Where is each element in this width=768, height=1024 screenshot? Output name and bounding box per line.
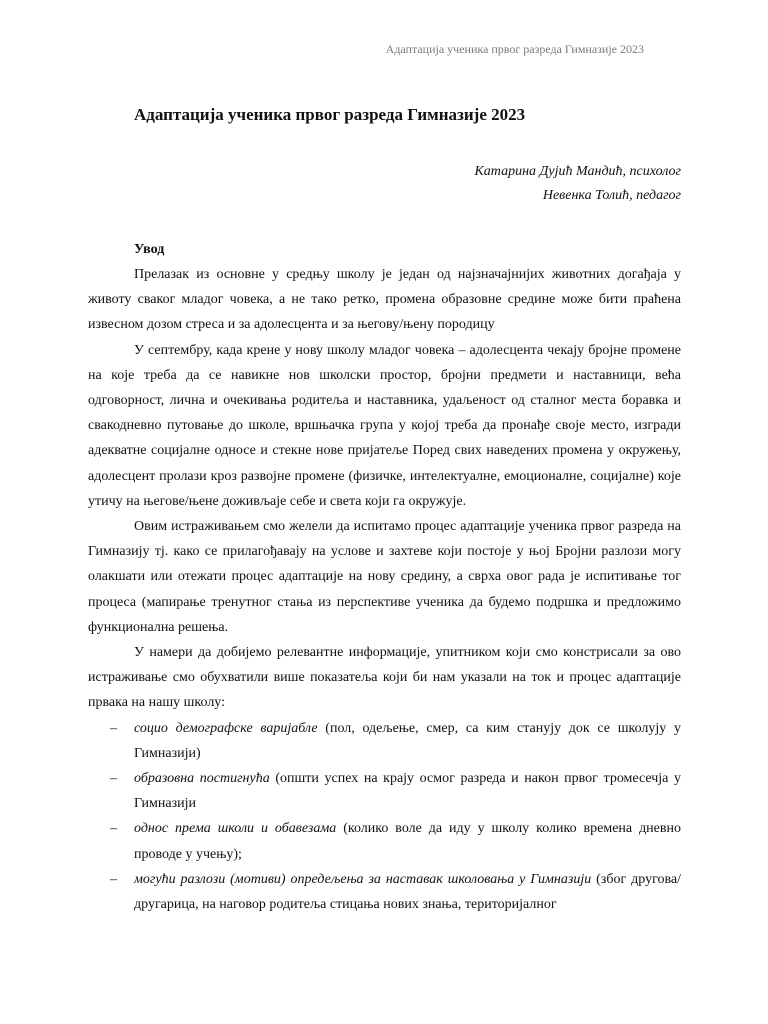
page-content xyxy=(88,104,681,917)
variable-description: (пол, одељење, смер, са ким станују док се школују у Гимназији) xyxy=(134,720,681,761)
variable-term: социо демографске варијабле xyxy=(134,720,318,736)
variable-description: (општи успех на крају осмог разреда и након првог тромесечја у Гимназији xyxy=(134,771,681,812)
running-header: Адаптација ученика првог разреда Гимназије 2023 xyxy=(385,42,644,56)
paragraph-1: Прелазак из основне у средњу школу је један од најзначајнијих животних догађаја у животу сваког младог човека, а не тако ретко, промена образовне средине може бити праћена извесном дозом стреса и за адолесцента и за његову/њену породицу xyxy=(88,267,681,333)
authors-block xyxy=(88,160,681,208)
variable-description: (колико воле да иду у школу колико времена дневно проводе у учењу); xyxy=(134,821,681,862)
document-title: Адаптација ученика првог разреда Гимназије 2023 xyxy=(134,105,526,124)
list-item xyxy=(88,766,681,816)
list-item xyxy=(88,816,681,866)
variable-term: могући разлози (мотиви) опредељења за наставак школовања у Гимназији xyxy=(134,871,592,887)
list-item xyxy=(88,716,681,766)
paragraph-2: У септембру, када крене у нову школу младог човека – адолесцента чекају бројне промене на које треба да се навикне нов школски простор, бројни предмети и наставници, већа одговорност, лична и очекивања родитеља и наставника, удаљеност од сталног места боравка и свакодневно путовање до школе, вршњачка група у којој треба да пронађе своје место, изгради адекватне социјалне односе и стекне нове пријатеље Поред свих наведених промена у окружењу, адолесцент пролази кроз развојне промене (физичке, интелектуалне, емоционалне, социјалне) које утичу на његове/њене доживљаје себе и света који га окружује. xyxy=(88,342,681,509)
variable-term: однос према школи и обавезама xyxy=(134,821,337,837)
variable-description: (због другова/другарица, на наговор родитеља стицања нових знања, територијалног xyxy=(134,871,681,913)
list-dash: – xyxy=(110,871,117,887)
list-dash: – xyxy=(110,720,117,736)
paragraph-4: У намери да добијемо релевантне информације, упитником који смо констрисали за ово истраживање смо обухватили више показатеља који би нам указали на ток и процес адаптације првака на нашу школу: xyxy=(88,645,681,711)
list-dash: – xyxy=(110,771,117,787)
section-heading-intro: Увод xyxy=(134,242,165,257)
variable-term: образовна постигнућа xyxy=(134,771,270,787)
list-dash: – xyxy=(110,821,117,837)
author-1: Катарина Дујић Мандић, психолог xyxy=(474,164,681,179)
list-item xyxy=(88,867,681,917)
paragraph-3: Овим истраживањем смо желели да испитамо процес адаптације ученика првог разреда на Гимназију тј. како се прилагођавају на услове и захтеве који постоје у њој Бројни разлози могу олакшати или отежати процес адаптације на нову средину, а сврха овог рада је испитивање тог процеса (мапирање тренутног стања из перспективе ученика да будемо подршка и предложимо функционална решења. xyxy=(88,519,681,635)
author-2: Невенка Толић, педагог xyxy=(542,188,681,203)
variables-list xyxy=(88,716,681,918)
